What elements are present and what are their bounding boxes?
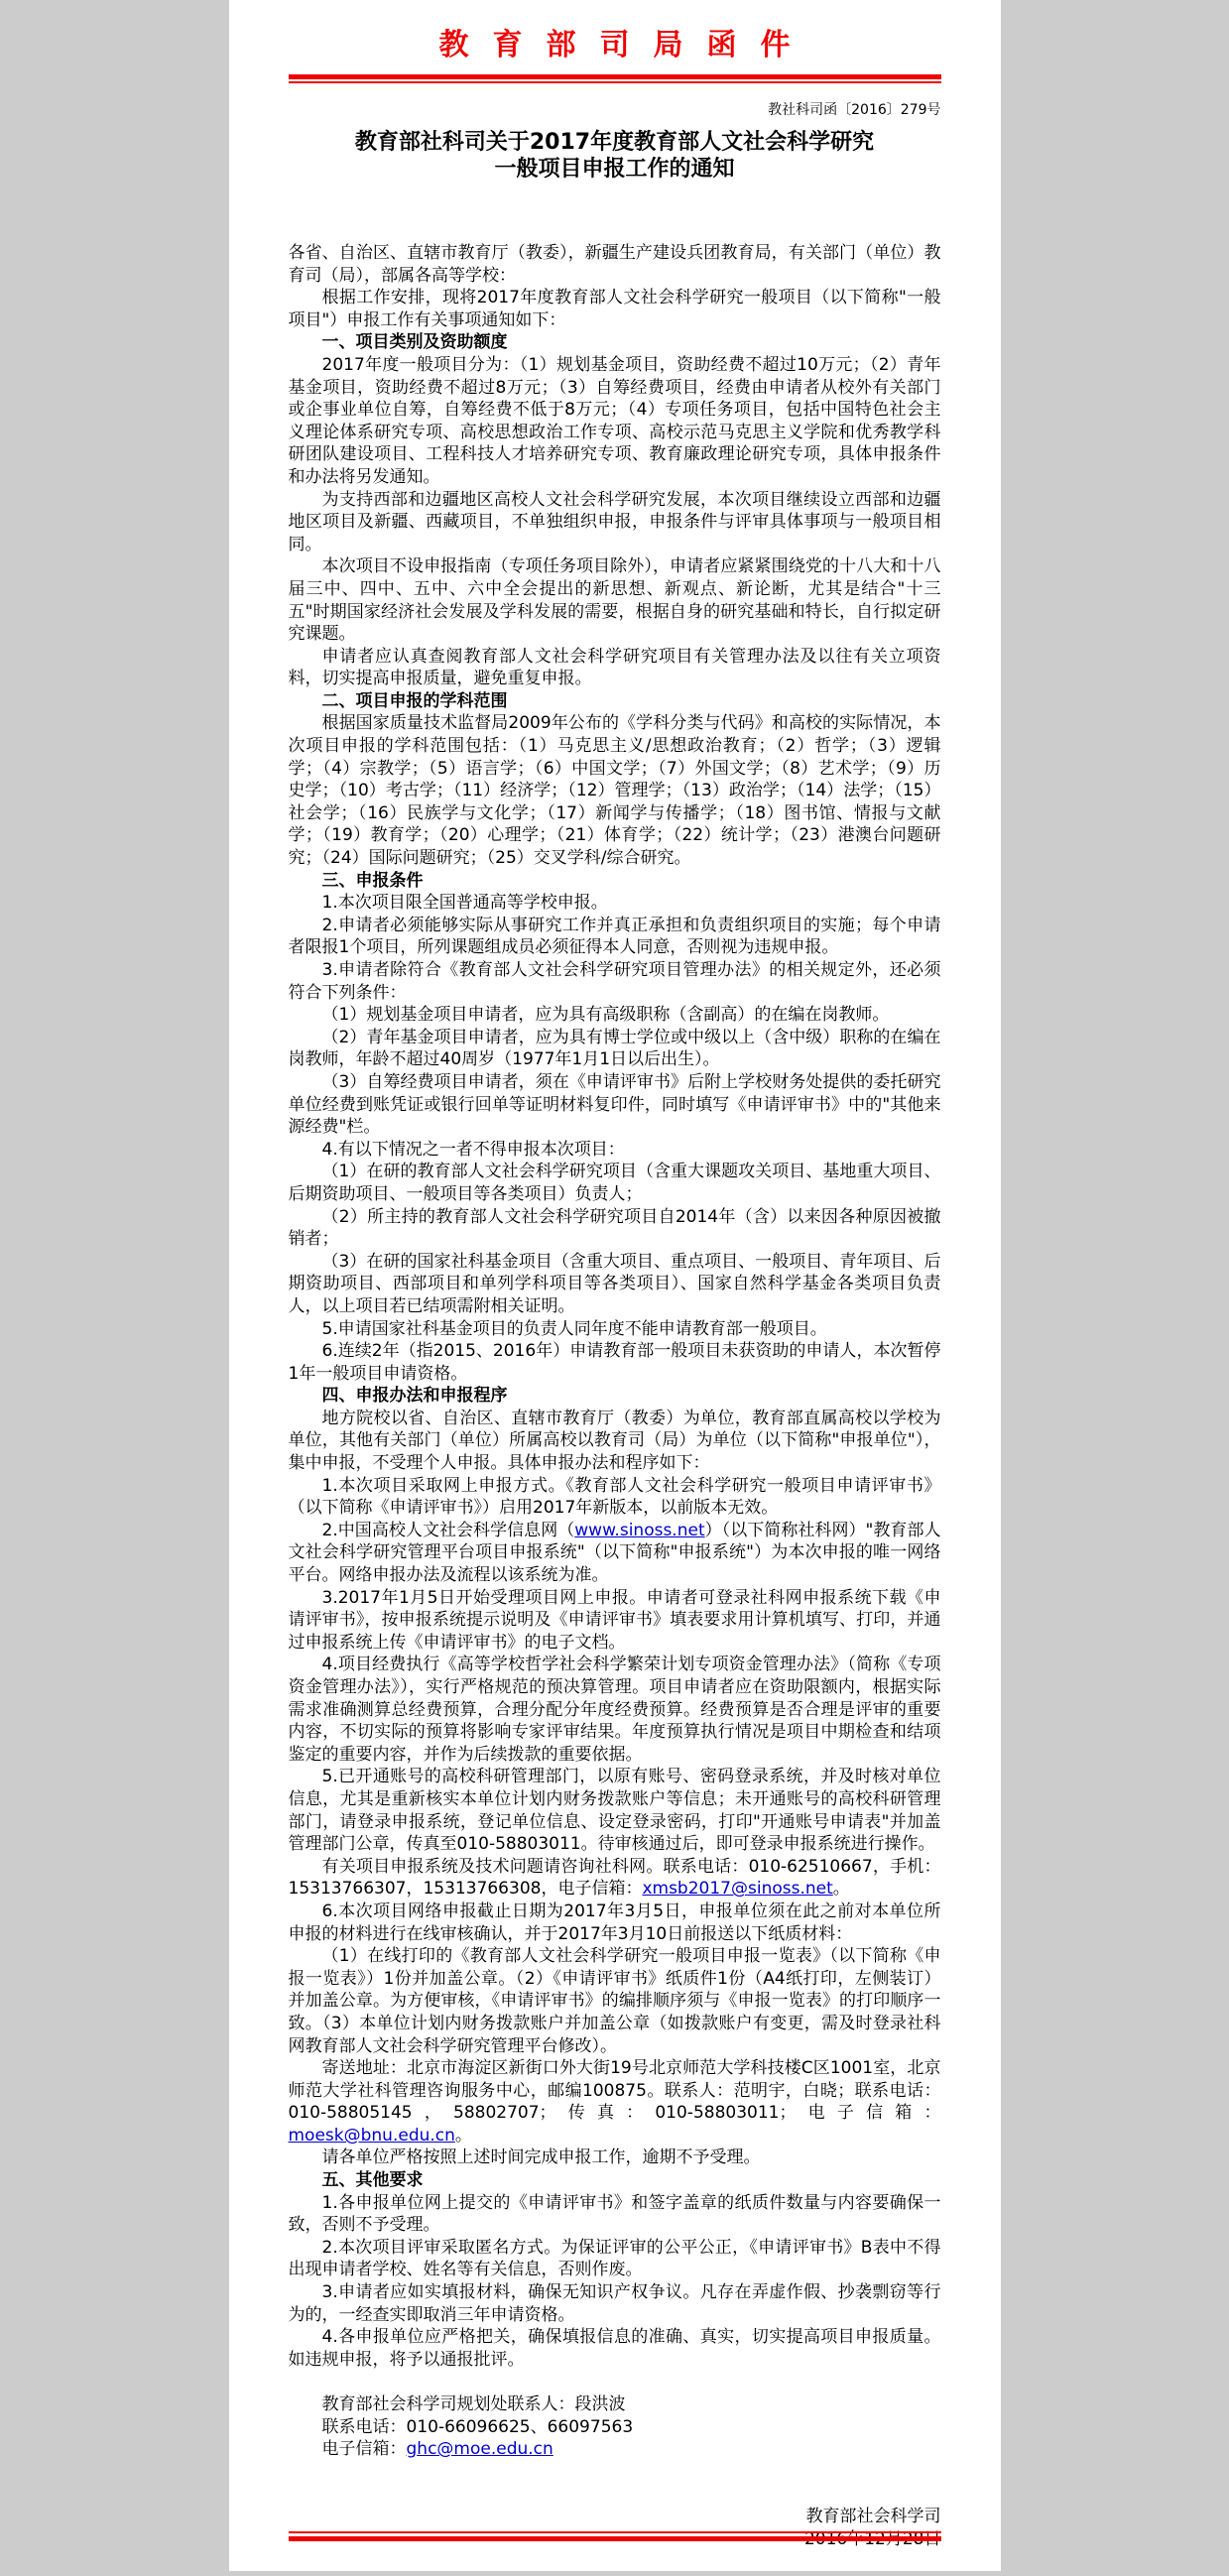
doc-paragraph (289, 1004, 941, 1027)
text-run: （2）青年基金项目申请者，应为具有博士学位或中级以上（含中级）职称的在编在岗教师，年龄不超过40周岁（1977年1月1日以后出生）。 (288, 1027, 941, 1070)
text-run: 本次项目不设申报指南（专项任务项目除外），申请者应紧紧围绕党的十八大和十八届三中、四中、五中、六中全会提出的新思想、新观点、新论断，尤其是结合"十三五"时期国家经济社会发展及学科发展的需要，根据自身的研究基础和特长，自行拟定研究课题。 (288, 556, 941, 645)
doc-paragraph (289, 1340, 941, 1385)
doc-paragraph (289, 892, 941, 915)
text-run: 3.申请者除符合《教育部人文社会科学研究项目管理办法》的相关规定外，还必须符合下列条件： (288, 960, 941, 1003)
doc-paragraph (289, 2057, 941, 2147)
text-run: 寄送地址：北京市海淀区新街口外大街19号北京师范大学科技楼C区1001室，北京师范大学社科管理咨询服务中心，邮编100875。联系人：范明宇，白晓；联系电话：010-58805145，58802707；传真：010-58803011；电子信箱： (288, 2058, 941, 2124)
document-title (289, 129, 941, 183)
text-run: 5.已开通账号的高校科研管理部门，以原有账号、密码登录系统，并及时核对单位信息，尤其是重新核实本单位计划内财务拨款账户等信息；未开通账号的高校科研管理部门，请登录申报系统，登记单位信息、设定登录密码，打印"开通账号申请表"并加盖管理部门公章，传真至010-58803011。待审核通过后，即可登录申报系统进行操作。 (288, 1767, 941, 1855)
letterhead-banner: 教育部司局函件 (438, 28, 814, 62)
doc-paragraph (289, 354, 941, 489)
text-run: 4.各申报单位应严格把关，确保填报信息的准确、真实，切实提高项目申报质量。如违规申报，将予以通报批评。 (288, 2327, 941, 2370)
document-title-line2: 一般项目申报工作的通知 (494, 157, 735, 182)
document-number: 教社科司函〔2016〕279号 (768, 102, 941, 118)
signature-line (289, 2506, 941, 2528)
doc-paragraph (289, 2326, 941, 2371)
doc-paragraph (289, 2393, 941, 2416)
section-heading (289, 331, 941, 354)
blank-line (289, 2461, 941, 2484)
text-run: 联系电话：010-66096625、66097563 (321, 2416, 634, 2437)
doc-paragraph (289, 2438, 941, 2461)
doc-paragraph (289, 959, 941, 1004)
section-heading (289, 690, 941, 713)
text-run: 2.本次项目评审采取匿名方式。为保证评审的公平公正，《申请评审书》B表中不得出现申请者学校、姓名等有关信息，否则作废。 (288, 2237, 941, 2280)
text-run: （1）在研的教育部人文社会科学研究项目（含重大课题攻关项目、基地重大项目、后期资助项目、一般项目等各类项目）负责人； (288, 1162, 941, 1204)
text-run: 电子信箱： (321, 2439, 407, 2460)
text-run: 四、申报办法和申报程序 (321, 1386, 508, 1407)
doc-paragraph (289, 1587, 941, 1655)
doc-paragraph (289, 915, 941, 959)
doc-paragraph (289, 1139, 941, 1162)
doc-paragraph (289, 1408, 941, 1475)
xmsb-email-link[interactable]: xmsb2017@sinoss.net (642, 1879, 833, 1900)
text-run: 2016年12月28日 (803, 2528, 941, 2549)
text-run: （2）所主持的教育部人文社会科学研究项目自2014年（含）以来因各种原因被撤销者； (288, 1206, 941, 1250)
text-run: 一、项目类别及资助额度 (321, 332, 508, 353)
doc-paragraph (289, 1945, 941, 2057)
text-run: 根据国家质量技术监督局2009年公布的《学科分类与代码》和高校的实际情况，本次项目申报的学科范围包括：（1）马克思主义/思想政治教育；（2）哲学；（3）逻辑学；（4）宗教学；（5）语言学；（6）中国文学；（7）外国文学；（8）艺术学；（9）历史学；（10）考古学；（11）经济学；（12）管理学；（13）政治学；（14）法学；（15）社会学；（16）民族学与文化学；（17）新闻学与传播学；（18）图书馆、情报与文献学；（19）教育学；（20）心理学；（21）体育学；（22）统计学；（23）港澳台问题研究；（24）国际问题研究；（25）交叉学科/综合研究。 (288, 713, 941, 869)
text-run: ）（以下简称社科网）"教育部人文社会科学研究管理平台项目申报系统"（以下简称"申报系统"）为本次申报的唯一网络平台。网络申报办法及流程以该系统为准。 (288, 1520, 941, 1586)
doc-paragraph (289, 2416, 941, 2439)
text-run: 3.申请者应如实填报材料，确保无知识产权争议。凡存在弄虚作假、抄袭剽窃等行为的，一经查实即取消三年申请资格。 (288, 2282, 941, 2325)
doc-paragraph (289, 1766, 941, 1855)
text-run: （1）规划基金项目申请者，应为具有高级职称（含副高）的在编在岗教师。 (321, 1005, 890, 1026)
doc-paragraph (289, 1318, 941, 1341)
section-heading (289, 1385, 941, 1408)
text-run: 地方院校以省、自治区、直辖市教育厅（教委）为单位，教育部直属高校以学校为单位，其他有关部门（单位）所属高校以教育司（局）为单位（以下简称"申报单位"），集中申报，不受理个人申报。具体申报办法和程序如下： (288, 1408, 941, 1474)
text-run: 2017年度一般项目分为：（1）规划基金项目，资助经费不超过10万元；（2）青年基金项目，资助经费不超过8万元；（3）自筹经费项目，经费由申请者从校外有关部门或企事业单位自筹，自筹经费不低于8万元；（4）专项任务项目，包括中国特色社会主义理论体系研究专项、高校思想政治工作专项、高校示范马克思主义学院和优秀教学科研团队建设项目、工程科技人才培养研究专项、教育廉政理论研究专项，具体申报条件和办法将另发通知。 (288, 354, 941, 487)
blank-line (289, 2371, 941, 2393)
text-run: 三、申报条件 (321, 870, 424, 891)
doc-paragraph (289, 287, 941, 331)
doc-paragraph (289, 1901, 941, 1945)
text-run: （3）自筹经费项目申请者，须在《申请评审书》后附上学校财务处提供的委托研究单位经费到账凭证或银行回单等证明材料复印件，同时填写《申请评审书》中的"其他来源经费"栏。 (288, 1071, 941, 1138)
moesk-email-link[interactable]: moesk@bnu.edu.cn (288, 2125, 455, 2146)
text-run: 2.申请者必须能够实际从事研究工作并真正承担和负责组织项目的实施；每个申请者限报1个项目，所列课题组成员必须征得本人同意，否则视为违规申报。 (288, 915, 941, 958)
doc-paragraph (289, 1251, 941, 1318)
letterhead-divider-top (289, 74, 941, 83)
doc-paragraph (289, 1654, 941, 1766)
text-run: 请各单位严格按照上述时间完成申报工作，逾期不予受理。 (321, 2147, 761, 2168)
text-run: 2.中国高校人文社会科学信息网（ (321, 1520, 575, 1540)
doc-paragraph (289, 1071, 941, 1139)
text-run: 各省、自治区、直辖市教育厅（教委），新疆生产建设兵团教育局，有关部门（单位）教育司（局），部属各高等学校： (288, 243, 941, 286)
text-run: 1.各申报单位网上提交的《申请评审书》和签字盖章的纸质件数量与内容要确保一致，否则不予受理。 (288, 2192, 941, 2236)
doc-paragraph (289, 1475, 941, 1520)
doc-paragraph (289, 242, 941, 287)
text-run: 教育部社会科学司 (805, 2506, 941, 2526)
text-run: 1.本次项目采取网上申报方式。《教育部人文社会科学研究一般项目申请评审书》（以下简称《申请评审书》）启用2017年新版本，以前版本无效。 (288, 1475, 941, 1519)
text-run: 。 (832, 1879, 850, 1900)
document-page (229, 0, 1001, 2571)
doc-paragraph (289, 555, 941, 645)
text-run: 4.有以下情况之一者不得申报本次项目： (321, 1139, 625, 1160)
blank-line (289, 2483, 941, 2506)
text-run: 1.本次项目限全国普通高等学校申报。 (321, 893, 608, 914)
section-heading (289, 2169, 941, 2192)
letterhead-divider-bottom (289, 2531, 941, 2541)
text-run: 有关项目申报系统及技术问题请咨询社科网。联系电话：010-62510667，手机：15313766307，15313766308，电子信箱： (288, 1856, 941, 1900)
text-run: 为支持西部和边疆地区高校人文社会科学研究发展，本次项目继续设立西部和边疆地区项目及新疆、西藏项目，不单独组织申报，申报条件与评审具体事项与一般项目相同。 (288, 489, 941, 554)
doc-paragraph (289, 1206, 941, 1251)
doc-paragraph (289, 489, 941, 556)
text-run: 6.本次项目网络申报截止日期为2017年3月5日，申报单位须在此之前对本单位所申报的材料进行在线审核确认，并于2017年3月10日前报送以下纸质材料： (288, 1901, 941, 1944)
text-run: （1）在线打印的《教育部人文社会科学研究一般项目申报一览表》（以下简称《申报一览表》）1份并加盖公章。（2）《申请评审书》纸质件1份（A4纸打印，左侧装订）并加盖公章。为方便审核，《申请评审书》的编排顺序须与《申报一览表》的打印顺序一致。（3）本单位计划内财务拨款账户并加盖公章（如拨款账户有变更，需及时登录社科网教育部人文社会科学研究管理平台修改）。 (288, 1946, 941, 2056)
text-run: 5.申请国家社科基金项目的负责人同年度不能申请教育部一般项目。 (321, 1318, 827, 1339)
section-heading (289, 870, 941, 893)
text-run: 申请者应认真查阅教育部人文社会科学研究项目有关管理办法及以往有关立项资料，切实提高申报质量，避免重复申报。 (288, 646, 941, 689)
text-run: 根据工作安排，现将2017年度教育部人文社会科学研究一般项目（以下简称"一般项目"）申报工作有关事项通知如下： (288, 288, 941, 330)
doc-paragraph (289, 2237, 941, 2281)
sinoss-website-link[interactable]: www.sinoss.net (574, 1520, 705, 1540)
doc-paragraph (289, 646, 941, 690)
text-run: 教育部社会科学司规划处联系人：段洪波 (321, 2394, 626, 2414)
doc-paragraph (289, 1027, 941, 1071)
doc-paragraph (289, 1520, 941, 1587)
doc-paragraph (289, 1856, 941, 1901)
document-title-line1: 教育部社科司关于2017年度教育部人文社会科学研究 (354, 130, 875, 155)
text-run: （3）在研的国家社科基金项目（含重大项目、重点项目、一般项目、青年项目、后期资助项目、西部项目和单列学科项目等各类项目）、国家自然科学基金各类项目负责人，以上项目若已结项需附相关证明。 (288, 1251, 941, 1316)
doc-paragraph (289, 712, 941, 869)
text-run: 3.2017年1月5日开始受理项目网上申报。申请者可登录社科网申报系统下载《申请评审书》，按申报系统提示说明及《申请评审书》填表要求用计算机填写、打印，并通过申报系统上传《申请评审书》的电子文档。 (288, 1587, 941, 1653)
doc-paragraph (289, 1161, 941, 1205)
text-run: 4.项目经费执行《高等学校哲学社会科学繁荣计划专项资金管理办法》（简称《专项资金管理办法》），实行严格规范的预决算管理。项目申请者应在资助限额内，根据实际需求准确测算总经费预算，合理分配分年度经费预算。经费预算是否合理是评审的重要内容，不切实际的预算将影响专家评审结果。年度预算执行情况是项目中期检查和结项鉴定的重要内容，并作为后续拨款的重要依据。 (288, 1655, 941, 1765)
text-run: 。 (454, 2125, 472, 2146)
doc-paragraph (289, 2281, 941, 2326)
text-run: 五、其他要求 (321, 2170, 424, 2191)
text-run: 6.连续2年（指2015、2016年）申请教育部一般项目未获资助的申请人，本次暂停1年一般项目申请资格。 (288, 1341, 941, 1384)
doc-paragraph (289, 2147, 941, 2169)
ghc-email-link[interactable]: ghc@moe.edu.cn (406, 2439, 553, 2460)
doc-paragraph (289, 2192, 941, 2237)
document-body (289, 242, 941, 2550)
text-run: 二、项目申报的学科范围 (321, 690, 508, 711)
